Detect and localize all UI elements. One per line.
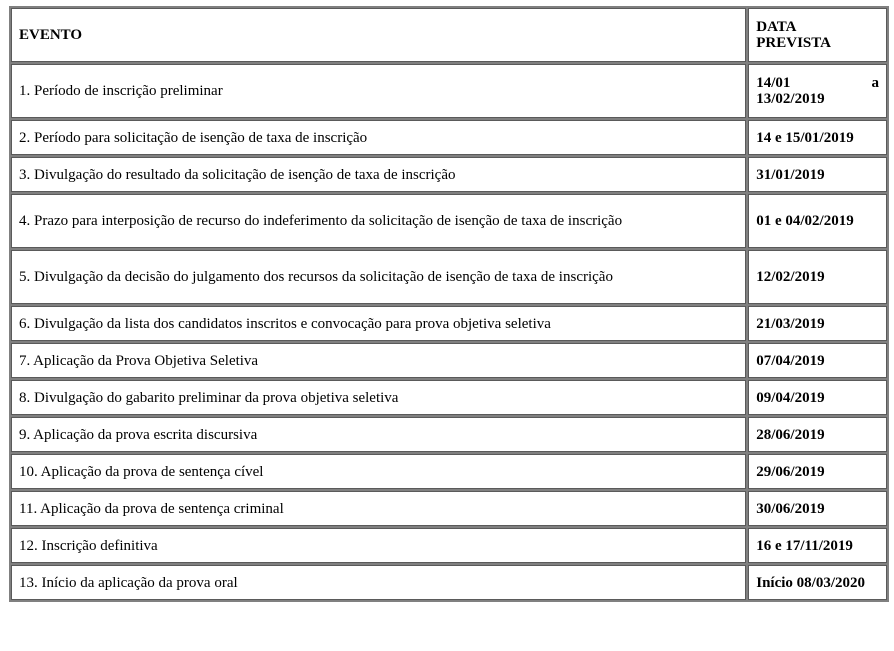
header-event-label: EVENTO	[19, 27, 83, 43]
date-cell	[748, 157, 887, 192]
date-text: 31/01/2019	[756, 166, 825, 183]
date-cell	[748, 380, 887, 415]
event-text: 12. Inscrição definitiva	[19, 537, 158, 554]
date-text: 07/04/2019	[756, 352, 825, 369]
event-text: 6. Divulgação da lista dos candidatos inscritos e convocação para prova objetiva seletiva	[19, 315, 551, 332]
date-connector: a	[871, 75, 879, 91]
table-row	[11, 454, 887, 489]
event-cell	[11, 194, 746, 248]
date-text: 12/02/2019	[756, 269, 825, 285]
table-row	[11, 380, 887, 415]
date-cell	[748, 194, 887, 248]
header-event	[11, 8, 746, 62]
date-text: 01 e 04/02/2019	[756, 213, 854, 229]
event-cell	[11, 343, 746, 378]
event-cell	[11, 565, 746, 600]
event-cell	[11, 491, 746, 526]
header-date	[748, 8, 887, 62]
table-row	[11, 343, 887, 378]
date-text: 29/06/2019	[756, 463, 825, 480]
event-text: 10. Aplicação da prova de sentença cível	[19, 463, 264, 480]
header-row	[11, 8, 887, 62]
event-cell	[11, 528, 746, 563]
date-text: 09/04/2019	[756, 389, 825, 406]
date-cell	[748, 491, 887, 526]
event-text: 13. Início da aplicação da prova oral	[19, 574, 238, 591]
table-row	[11, 417, 887, 452]
header-date-line1: DATA	[756, 19, 797, 35]
event-text: 1. Período de inscrição preliminar	[19, 83, 223, 99]
date-end: 13/02/2019	[756, 91, 825, 107]
event-text: 4. Prazo para interposição de recurso do indeferimento da solicitação de isenção de taxa de inscrição	[19, 213, 623, 229]
event-cell	[11, 250, 746, 304]
date-cell	[748, 565, 887, 600]
event-text: 2. Período para solicitação de isenção de taxa de inscrição	[19, 129, 368, 146]
date-text: 30/06/2019	[756, 500, 825, 517]
event-cell	[11, 64, 746, 118]
event-cell	[11, 380, 746, 415]
date-text: Início 08/03/2020	[756, 574, 865, 591]
event-cell	[11, 306, 746, 341]
schedule-table	[9, 6, 889, 602]
event-cell	[11, 157, 746, 192]
event-cell	[11, 120, 746, 155]
table-row	[11, 565, 887, 600]
header-date-line2: PREVISTA	[756, 35, 831, 51]
date-text: 28/06/2019	[756, 426, 825, 443]
event-text: 7. Aplicação da Prova Objetiva Seletiva	[19, 352, 259, 369]
date-cell	[748, 250, 887, 304]
event-text: 11. Aplicação da prova de sentença criminal	[19, 500, 284, 517]
date-start: 14/01	[756, 75, 791, 91]
event-cell	[11, 454, 746, 489]
table-row	[11, 157, 887, 192]
table-row	[11, 250, 887, 304]
date-cell	[748, 454, 887, 489]
date-text: 16 e 17/11/2019	[756, 537, 853, 554]
date-cell	[748, 64, 887, 118]
table-row	[11, 64, 887, 118]
date-cell	[748, 343, 887, 378]
event-text: 8. Divulgação do gabarito preliminar da prova objetiva seletiva	[19, 389, 399, 406]
table-row	[11, 194, 887, 248]
table-row	[11, 306, 887, 341]
event-text: 3. Divulgação do resultado da solicitação de isenção de taxa de inscrição	[19, 166, 456, 183]
event-text: 5. Divulgação da decisão do julgamento dos recursos da solicitação de isenção de taxa de inscrição	[19, 269, 613, 285]
date-cell	[748, 528, 887, 563]
date-cell	[748, 417, 887, 452]
table-row	[11, 528, 887, 563]
table-row	[11, 491, 887, 526]
date-text: 21/03/2019	[756, 315, 825, 332]
table-row	[11, 120, 887, 155]
event-text: 9. Aplicação da prova escrita discursiva	[19, 426, 258, 443]
event-cell	[11, 417, 746, 452]
date-cell	[748, 120, 887, 155]
date-cell	[748, 306, 887, 341]
date-text: 14 e 15/01/2019	[756, 129, 854, 146]
date-range-first-line	[756, 75, 879, 91]
